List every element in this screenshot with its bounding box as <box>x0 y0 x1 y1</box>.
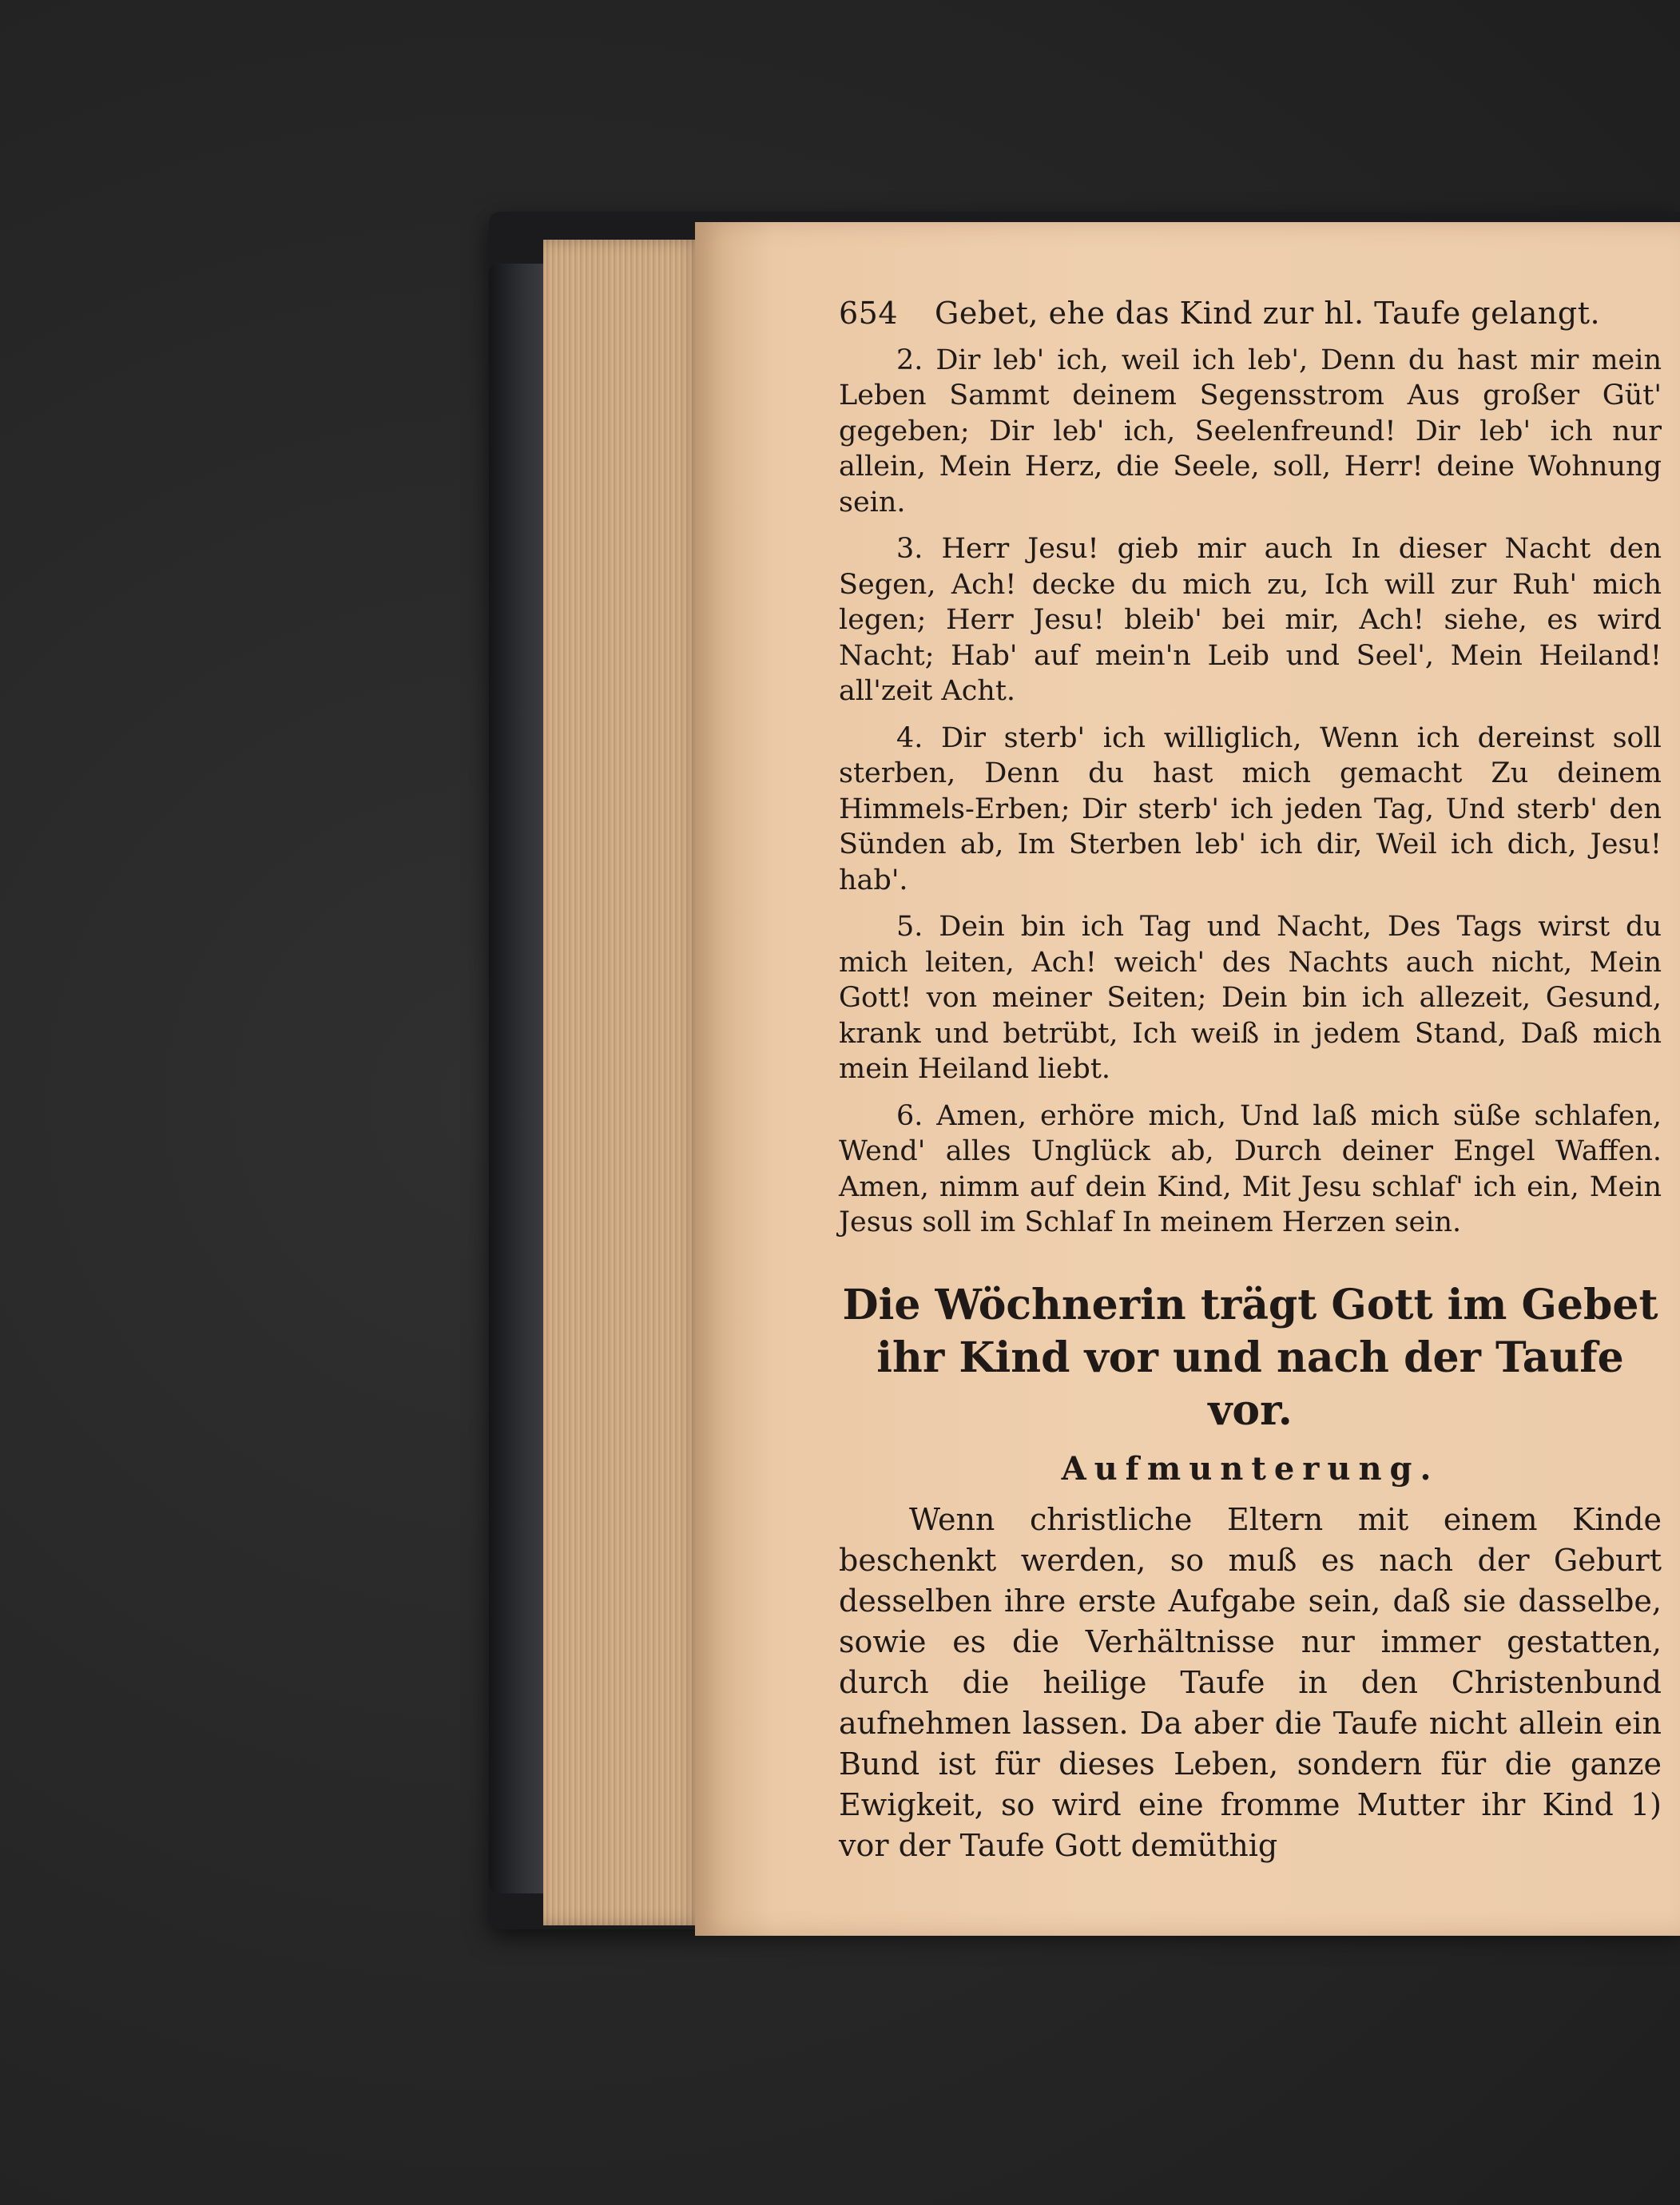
page-number: 654 <box>839 296 899 331</box>
running-head <box>839 296 1662 332</box>
stanza-5: 5. Dein bin ich Tag und Nacht, Des Tags wirst du mich leiten, Ach! weich' des Nachts auch nicht, Mein Gott! von meiner Seiten; Dein bin ich allezeit, Gesund, krank und betrübt, Ich weiß in jedem Stand, Daß mich mein Heiland liebt. <box>839 911 1662 1085</box>
stanza-4: 4. Dir sterb' ich williglich, Wenn ich dereinst soll sterben, Denn du hast mich gemacht Zu deinem Himmels-Erben; Dir sterb' ich jeden Tag, Und sterb' den Sünden ab, Im Sterben leb' ich dir, Weil ich dich, Jesu! hab'. <box>839 721 1662 896</box>
page-edges <box>543 240 703 1925</box>
book-spine <box>489 264 545 1893</box>
stanza-2: 2. Dir leb' ich, weil ich leb', Denn du hast mir mein Leben Sammt deinem Segensstrom Aus großer Güt' gegeben; Dir leb' ich, Seelenfreund! Dir leb' ich nur allein, Mein Herz, die Seele, soll, Herr! deine Wohnung sein. <box>839 344 1662 518</box>
stanza-3: 3. Herr Jesu! gieb mir auch In dieser Nacht den Segen, Ach! decke du mich zu, Ich will zur Ruh' mich legen; Herr Jesu! bleib' bei mir, Ach! siehe, es wird Nacht; Hab' auf mein'n Leib und Seel', Mein Heiland! all'zeit Acht. <box>839 533 1662 707</box>
section-heading: Die Wöchnerin trägt Gott im Gebet ihr Kind vor und nach der Taufe vor. <box>842 1280 1658 1435</box>
subheading: Aufmunterung. <box>1061 1449 1440 1488</box>
stanza-6: 6. Amen, erhöre mich, Und laß mich süße schlafen, Wend' alles Unglück ab, Durch deiner Engel Waffen. Amen, nimm auf dein Kind, Mit Jesu schlaf' ich ein, Mein Jesus soll im Schlaf In meinem Herzen sein. <box>839 1099 1662 1238</box>
running-head-title: Gebet, ehe das Kind zur hl. Taufe gelangt. <box>935 296 1601 331</box>
body-paragraph: Wenn christliche Eltern mit einem Kinde beschenkt werden, so muß es nach der Geburt desselben ihre erste Aufgabe sein, daß sie dasselbe, sowie es die Verhältnisse nur immer gestatten, durch die heilige Taufe in den Christenbund aufnehmen lassen. Da aber die Taufe nicht allein ein Bund ist für dieses Leben, sondern für die ganze Ewigkeit, so wird eine fromme Mutter ihr Kind 1) vor der Taufe Gott demüthig <box>839 1502 1662 1863</box>
page-content <box>839 296 1662 1866</box>
